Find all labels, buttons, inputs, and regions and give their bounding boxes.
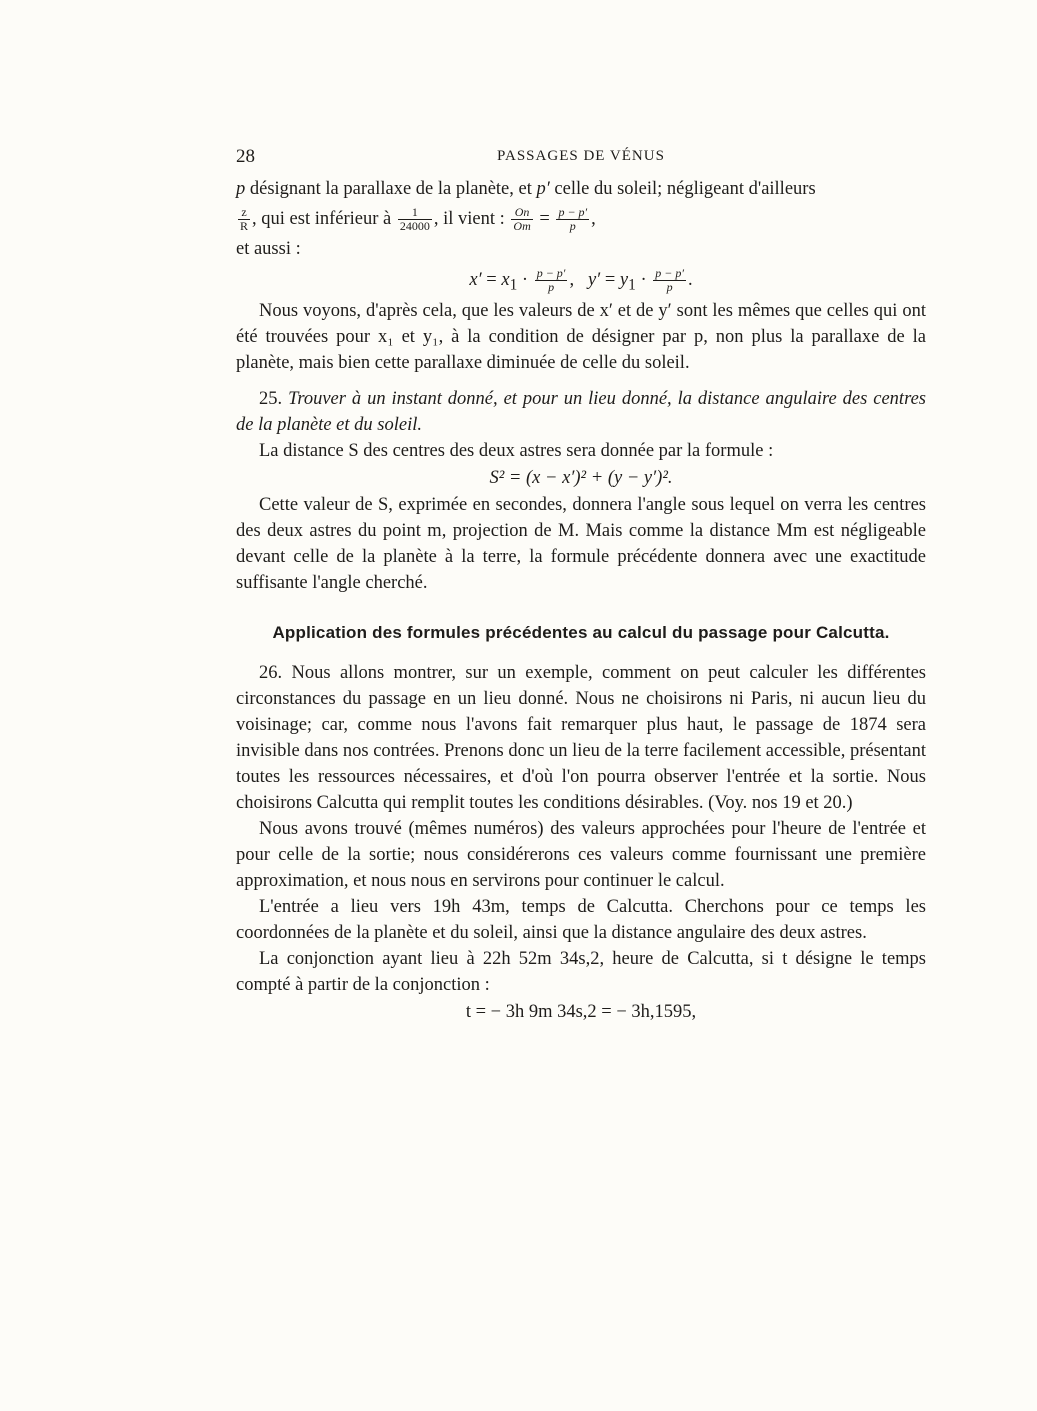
equation-distance: S² = (x − x′)² + (y − y′)². [489, 468, 673, 488]
paragraph-entree: L'entrée a lieu vers 19h 43m, temps de Calcutta. Cherchons pour ce temps les coordonnées de la planète et du soleil, ainsi que la distance angulaire des deux astres. [236, 897, 926, 943]
equation-t: t = − 3h 9m 34s,2 = − 3h,1595, [465, 1002, 697, 1022]
section-25-title: Trouver à un instant donné, et pour un lieu donné, la distance angulaire des centres de la planète et du soleil. [236, 389, 926, 435]
section-25: 25. Trouver à un instant donné, et pour un lieu donné, la distance angulaire des centres de la planète et du soleil. [236, 389, 926, 435]
paragraph-nous-voyons: Nous voyons, d'après cela, que les valeurs de x′ et de y′ sont les mêmes que celles qui ont été trouvées pour x₁ et y₁, à la condition de désigner par p, non plus la parallaxe de la planète, mais bien cette parallaxe diminuée de celle du soleil. [236, 301, 926, 373]
line-il-vient: $\frac{z}{R}$ , qui est inférieur à $\frac{1}{24000}$ , il vient : $\frac{On}{Om}$ = $\frac{p - p'}{p}$ , [240, 205, 596, 234]
paragraph-conjonction: La conjonction ayant lieu à 22h 52m 34s,2, heure de Calcutta, si t désigne le temps compté à partir de la conjonction : [236, 949, 926, 995]
fraction-p-minus-p-prime: $\frac{p - p'}{p}$ [558, 205, 588, 234]
running-title: PASSAGES DE VÉNUS [497, 148, 665, 164]
paragraph-nous-avons: Nous avons trouvé (mêmes numéros) des valeurs approchées pour l'heure de l'entrée et pour celle de la sortie; nous considérerons ces valeurs comme fournissant une première approximation, et nous nous en servirons pour continuer le calcul. [236, 819, 926, 891]
paragraph-distance: La distance S des centres des deux astres sera donnée par la formule : [259, 441, 774, 461]
fraction-one-over-24000: $\frac{1}{24000}$ [399, 205, 430, 234]
page-header [236, 146, 926, 170]
equation-x-prime-y-prime: $x' = x_1$ · $\frac{p - p'}{p}$ , $y' = y_1$ · $\frac{p - p'}{p}$ . [469, 266, 693, 295]
section-heading: Application des formules précédentes au calcul du passage pour Calcutta. [272, 623, 890, 642]
et-aussi: et aussi : [236, 239, 301, 259]
paragraph-cette-valeur: Cette valeur de S, exprimée en secondes, donnera l'angle sous lequel on verra les centres des deux astres du point m, projection de M. Mais comme la distance Mm est négligeable devant celle de la planète à la terre, la formule précédente donnera avec une exactitude suffisante l'angle cherché. [236, 495, 926, 593]
line-parallaxe: p désignant la parallaxe de la planète, et p′ celle du soleil; négligeant d'ailleurs [236, 179, 816, 199]
fraction-z-over-R: $\frac{z}{R}$ [240, 205, 249, 234]
page-number: 28 [236, 146, 255, 167]
page-body [236, 176, 926, 1026]
fraction-On-Om: $\frac{On}{Om}$ [513, 205, 531, 234]
paragraph-26: 26. Nous allons montrer, sur un exemple, comment on peut calculer les différentes circonstances du passage en un lieu donné. Nous ne choisirons ni Paris, ni aucun lieu du voisinage; car, comme nous l'avons fait remarquer plus haut, le passage de 1874 sera invisible dans nos contrées. Prenons donc un lieu de la terre facilement accessible, présentant toutes les ressources nécessaires, et d'où l'on pourra observer l'entrée et la sortie. Nous choisirons Calcutta qui remplit toutes les conditions désirables. (Voy. nos 19 et 20.) [236, 663, 926, 813]
